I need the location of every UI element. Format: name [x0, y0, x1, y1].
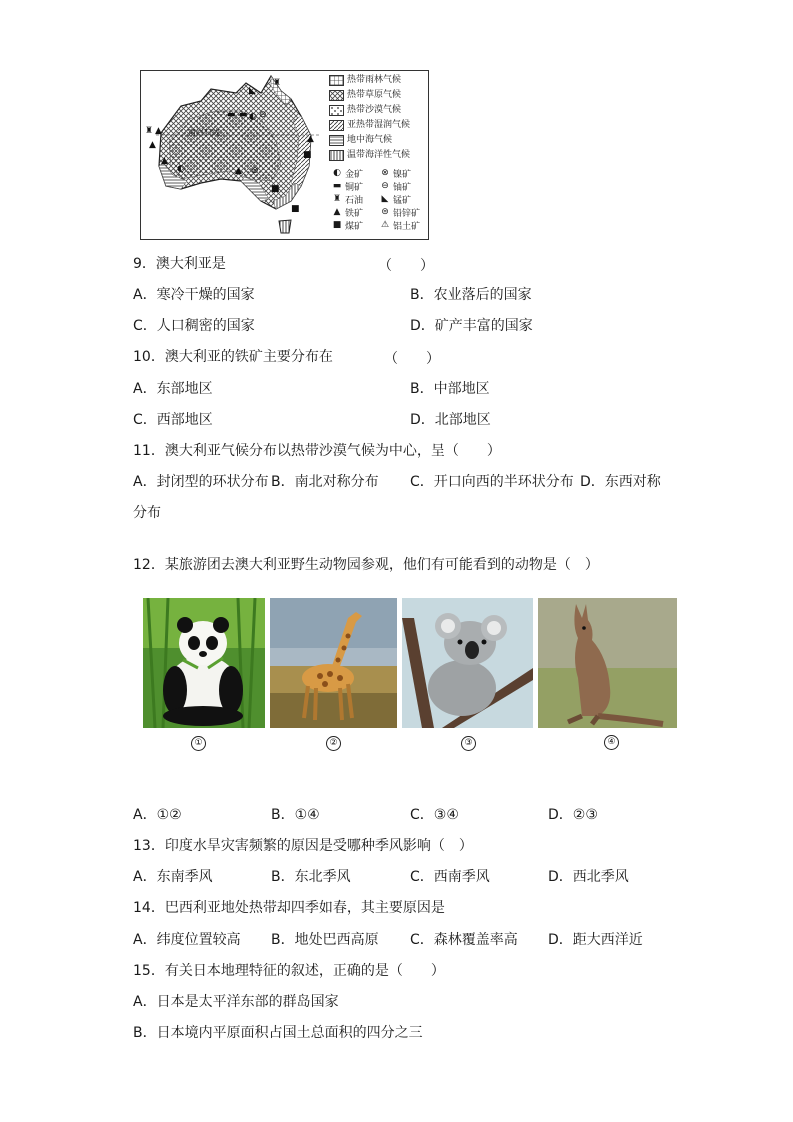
- question-10-stem: 10．澳大利亚的铁矿主要分布在: [133, 349, 333, 365]
- iron-icon: ▲: [333, 207, 341, 217]
- question-10-answer-blank: （ ）: [384, 351, 440, 367]
- mineral-gold: ◐ 金矿: [331, 167, 379, 179]
- legend-rainforest: 热带雨林气候: [329, 73, 425, 88]
- mineral-lead-zinc: ⊜ 铅锌矿: [379, 206, 427, 218]
- question-9-option-c[interactable]: C．人口稠密的国家: [133, 318, 255, 334]
- question-15-option-a[interactable]: A．日本是太平洋东部的群岛国家: [133, 994, 339, 1010]
- legend-desert: 热带沙漠气候: [329, 103, 425, 118]
- question-14-stem: 14．巴西利亚地处热带却四季如春，其主要原因是: [133, 900, 445, 916]
- vertical-line-pattern-icon: [329, 150, 344, 161]
- svg-text:■: ■: [271, 184, 280, 194]
- mineral-manganese: ◣ 锰矿: [379, 193, 427, 205]
- question-9-stem: 9．澳大利亚是: [133, 256, 226, 272]
- question-11-option-a[interactable]: A．封闭型的环状分布: [133, 474, 269, 490]
- question-13-stem: 13．印度水旱灾害频繁的原因是受哪种季风影响（ ）: [133, 838, 473, 854]
- lead-zinc-icon: ⊜: [381, 207, 389, 217]
- dot-pattern-icon: [329, 105, 344, 116]
- kangaroo-photo-icon: [538, 598, 677, 728]
- question-15-option-b[interactable]: B．日本境内平原面积占国土总面积的四分之三: [133, 1025, 423, 1041]
- koala-photo-icon: [402, 598, 533, 728]
- question-12-option-a[interactable]: A．①②: [133, 807, 182, 823]
- mineral-nickel: ⊗ 镍矿: [379, 167, 427, 179]
- question-12-stem: 12．某旅游团去澳大利亚野生动物园参观，他们有可能看到的动物是（ ）: [133, 557, 599, 573]
- question-14-option-a[interactable]: A．纬度位置较高: [133, 932, 241, 948]
- bauxite-icon: ⚠: [380, 220, 390, 230]
- question-9-answer-blank: （ ）: [378, 258, 434, 274]
- manganese-icon: ◣: [381, 194, 389, 204]
- question-12-option-c[interactable]: C．③④: [410, 807, 459, 823]
- question-11-option-d[interactable]: D．东西对称: [580, 474, 661, 490]
- tropic-of-capricorn-label: 南回归线: [188, 128, 220, 137]
- svg-text:♜: ♜: [273, 78, 282, 88]
- mineral-iron: ▲ 铁矿: [331, 206, 379, 218]
- gold-icon: ◐: [333, 168, 341, 178]
- photo-caption-1: ①: [191, 736, 206, 751]
- australia-climate-mineral-map: [140, 70, 429, 240]
- question-14-option-c[interactable]: C．森林覆盖率高: [410, 932, 518, 948]
- question-12-option-b[interactable]: B．①④: [271, 807, 320, 823]
- photo-caption-2: ②: [326, 736, 341, 751]
- question-10-option-c[interactable]: C．西部地区: [133, 412, 213, 428]
- mineral-copper: ▬ 铜矿: [332, 181, 364, 193]
- grid-pattern-icon: [329, 75, 344, 86]
- uranium-icon: ⊖: [381, 181, 389, 191]
- question-14-option-d[interactable]: D．距大西洋近: [548, 932, 643, 948]
- svg-text:◣: ◣: [249, 86, 256, 96]
- mineral-bauxite: ⚠ 铝土矿: [380, 220, 421, 232]
- question-13-option-c[interactable]: C．西南季风: [410, 869, 490, 885]
- copper-icon: ▬: [332, 181, 342, 191]
- question-9-option-d[interactable]: D．矿产丰富的国家: [410, 318, 533, 334]
- photo-caption-3: ③: [461, 736, 476, 751]
- svg-text:⊖: ⊖: [259, 110, 267, 120]
- svg-text:■: ■: [291, 204, 300, 214]
- coal-icon: ■: [332, 220, 342, 230]
- svg-text:⊜: ⊜: [251, 166, 259, 176]
- svg-text:▲: ▲: [307, 134, 314, 144]
- climate-legend: [329, 73, 425, 163]
- svg-text:▬: ▬: [239, 110, 248, 120]
- question-9-option-b[interactable]: B．农业落后的国家: [410, 287, 532, 303]
- mineral-legend: [331, 167, 427, 231]
- mineral-coal: ■ 煤矿: [332, 220, 364, 232]
- svg-text:▬: ▬: [227, 110, 236, 120]
- svg-text:■: ■: [303, 150, 312, 160]
- question-15-stem: 15．有关日本地理特征的叙述，正确的是（ ）: [133, 963, 445, 979]
- question-11-option-d-continued: 分布: [133, 505, 161, 521]
- question-9-option-a[interactable]: A．寒冷干燥的国家: [133, 287, 255, 303]
- question-10-option-d[interactable]: D．北部地区: [410, 412, 491, 428]
- svg-text:▲: ▲: [155, 126, 162, 136]
- mineral-oil: ♜ 石油: [332, 194, 364, 206]
- question-10-option-a[interactable]: A．东部地区: [133, 381, 213, 397]
- question-13-option-a[interactable]: A．东南季风: [133, 869, 213, 885]
- nickel-icon: ⊗: [381, 168, 389, 178]
- legend-subtropical-humid: 亚热带湿润气候: [329, 118, 425, 133]
- svg-text:▲: ▲: [161, 156, 168, 166]
- svg-text:▲: ▲: [149, 140, 156, 150]
- question-11-option-c[interactable]: C．开口向西的半环状分布: [410, 474, 574, 490]
- svg-text:◐: ◐: [249, 112, 257, 122]
- question-10-option-b[interactable]: B．中部地区: [410, 381, 490, 397]
- oil-icon: ♜: [332, 194, 342, 204]
- question-12-option-d[interactable]: D．②③: [548, 807, 598, 823]
- question-13-option-b[interactable]: B．东北季风: [271, 869, 351, 885]
- question-11-option-b[interactable]: B．南北对称分布: [271, 474, 379, 490]
- svg-text:♜: ♜: [145, 126, 154, 136]
- question-13-option-d[interactable]: D．西北季风: [548, 869, 629, 885]
- question-14-option-b[interactable]: B．地处巴西高原: [271, 932, 379, 948]
- legend-mediterranean: 地中海气候: [329, 133, 425, 148]
- mineral-uranium: ⊖ 铀矿: [379, 180, 427, 192]
- legend-savanna: 热带草原气候: [329, 88, 425, 103]
- legend-temperate-oceanic: 温带海洋性气候: [329, 148, 425, 163]
- svg-text:▲: ▲: [235, 166, 242, 176]
- crosshatch-pattern-icon: [329, 90, 344, 101]
- panda-photo-icon: [143, 598, 265, 728]
- diagonal-pattern-icon: [329, 120, 344, 131]
- svg-text:◐: ◐: [177, 164, 185, 174]
- giraffe-photo-icon: [270, 598, 397, 728]
- question-11-stem: 11．澳大利亚气候分布以热带沙漠气候为中心，呈（ ）: [133, 443, 501, 459]
- horizontal-line-pattern-icon: [329, 135, 344, 146]
- photo-caption-4: ④: [604, 735, 619, 750]
